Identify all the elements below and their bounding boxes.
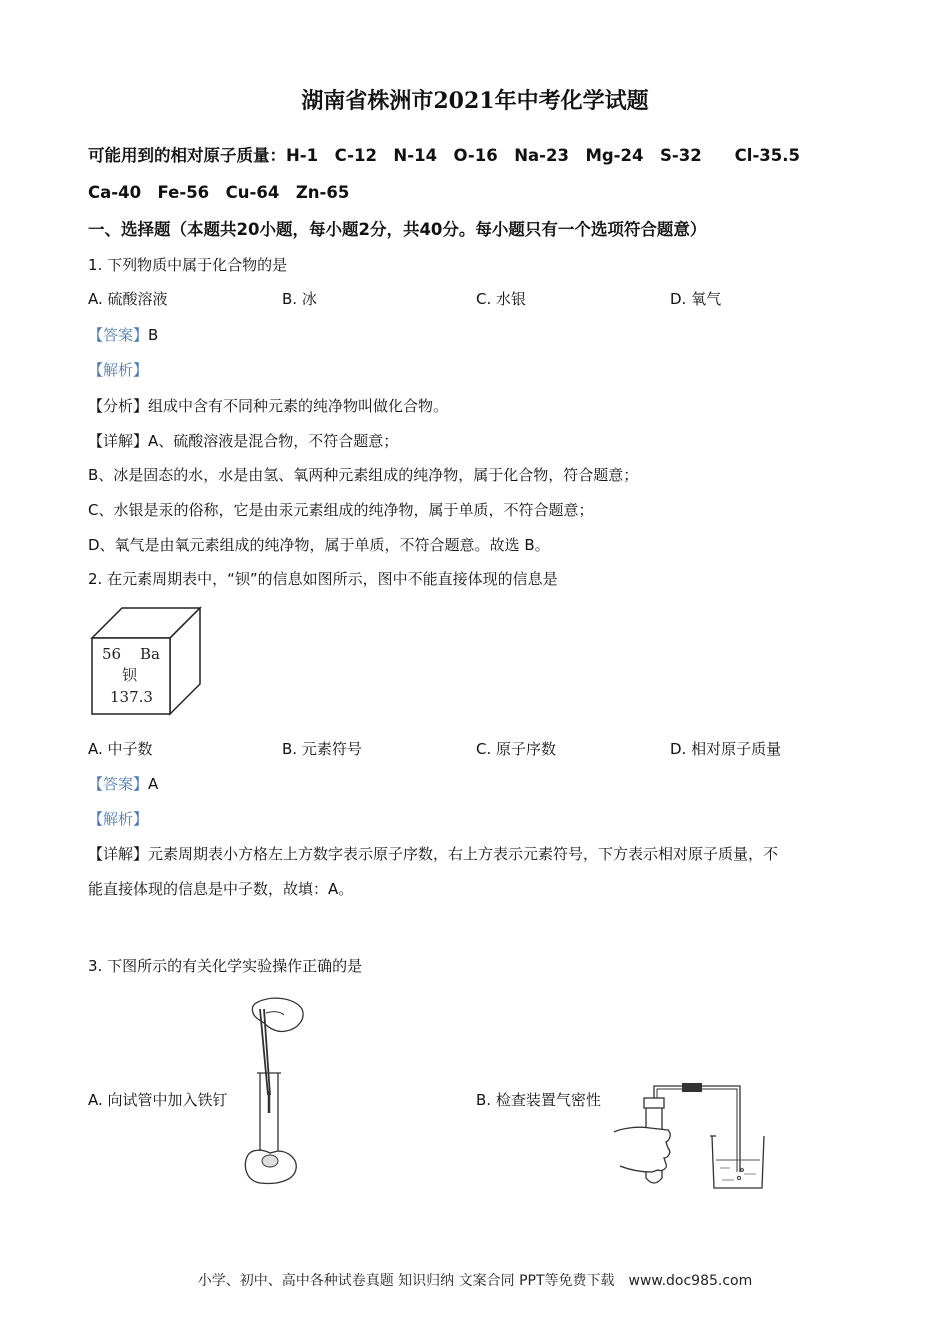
q1-answer	[88, 324, 158, 345]
section-heading: 一、选择题（本题共20小题，每小题2分，共40分。每小题只有一个选项符合题意）	[88, 220, 707, 239]
q2-stem: 2. 在元素周期表中，“钡”的信息如图所示，图中不能直接体现的信息是	[88, 570, 558, 588]
q2-answer	[88, 773, 158, 794]
q1-fenxi	[88, 395, 448, 416]
answer-value: B	[148, 326, 159, 344]
element-cell-figure	[88, 604, 208, 716]
detail-text: A、硫酸溶液是混合物，不符合题意；	[148, 432, 399, 450]
atomic-masses-line2: Ca-40 Fe-56 Cu-64 Zn-65	[88, 183, 350, 202]
atomic-masses-line1: 可能用到的相对原子质量：H-1 C-12 N-14 O-16 Na-23 Mg-24 S-32 Cl-35.5	[88, 146, 801, 165]
q3-option-a: A. 向试管中加入铁钉	[88, 1091, 228, 1109]
answer-label: 【答案】	[88, 775, 149, 793]
answer-label: 【答案】	[88, 326, 149, 344]
q2-option-b: B. 元素符号	[282, 740, 362, 758]
q2-option-c: C. 原子序数	[476, 740, 557, 758]
q1-stem: 1. 下列物质中属于化合物的是	[88, 256, 288, 274]
answer-value: A	[148, 775, 159, 793]
q1-option-d: D. 氧气	[670, 290, 722, 308]
cell-atomic-mass: 137.3	[110, 688, 153, 706]
cell-symbol: Ba	[140, 645, 160, 663]
detail-label: 【详解】	[88, 432, 149, 450]
q3-stem: 3. 下图所示的有关化学实验操作正确的是	[88, 957, 363, 975]
q2-detail-cont: 能直接体现的信息是中子数，故填：A。	[88, 880, 354, 898]
q2-option-a: A. 中子数	[88, 740, 153, 758]
airtightness-figure	[612, 1078, 772, 1192]
q1-detail-c: C、水银是汞的俗称，它是由汞元素组成的纯净物，属于单质，不符合题意；	[88, 501, 594, 519]
q2-analysis-label: 【解析】	[88, 810, 149, 828]
fenxi-text: 组成中含有不同种元素的纯净物叫做化合物。	[148, 397, 449, 415]
q2-detail	[88, 843, 778, 864]
q1-option-c: C. 水银	[476, 290, 527, 308]
footer: 小学、初中、高中各种试卷真题 知识归纳 文案合同 PPT等免费下载 www.doc985.com	[197, 1273, 753, 1289]
q1-detail	[88, 430, 398, 451]
q1-detail-d: D、氧气是由氧元素组成的纯净物，属于单质，不符合题意。故选 B。	[88, 536, 550, 554]
q1-detail-b: B、冰是固态的水，水是由氢、氧两种元素组成的纯净物，属于化合物，符合题意；	[88, 466, 639, 484]
page-title: 湖南省株洲市2021年中考化学试题	[301, 88, 649, 114]
detail-text: 元素周期表小方格左上方数字表示原子序数，右上方表示元素符号，下方表示相对原子质量，不	[148, 845, 779, 863]
cell-element-name: 钡	[122, 666, 138, 684]
fenxi-label: 【分析】	[88, 397, 149, 415]
cell-atomic-number: 56	[102, 645, 122, 663]
test-tube-nail-figure	[236, 995, 308, 1185]
q1-analysis-label: 【解析】	[88, 361, 149, 379]
q2-option-d: D. 相对原子质量	[670, 740, 782, 758]
detail-label: 【详解】	[88, 845, 149, 863]
q1-option-a: A. 硫酸溶液	[88, 290, 168, 308]
q1-option-b: B. 冰	[282, 290, 317, 308]
q3-option-b: B. 检查装置气密性	[476, 1091, 601, 1109]
